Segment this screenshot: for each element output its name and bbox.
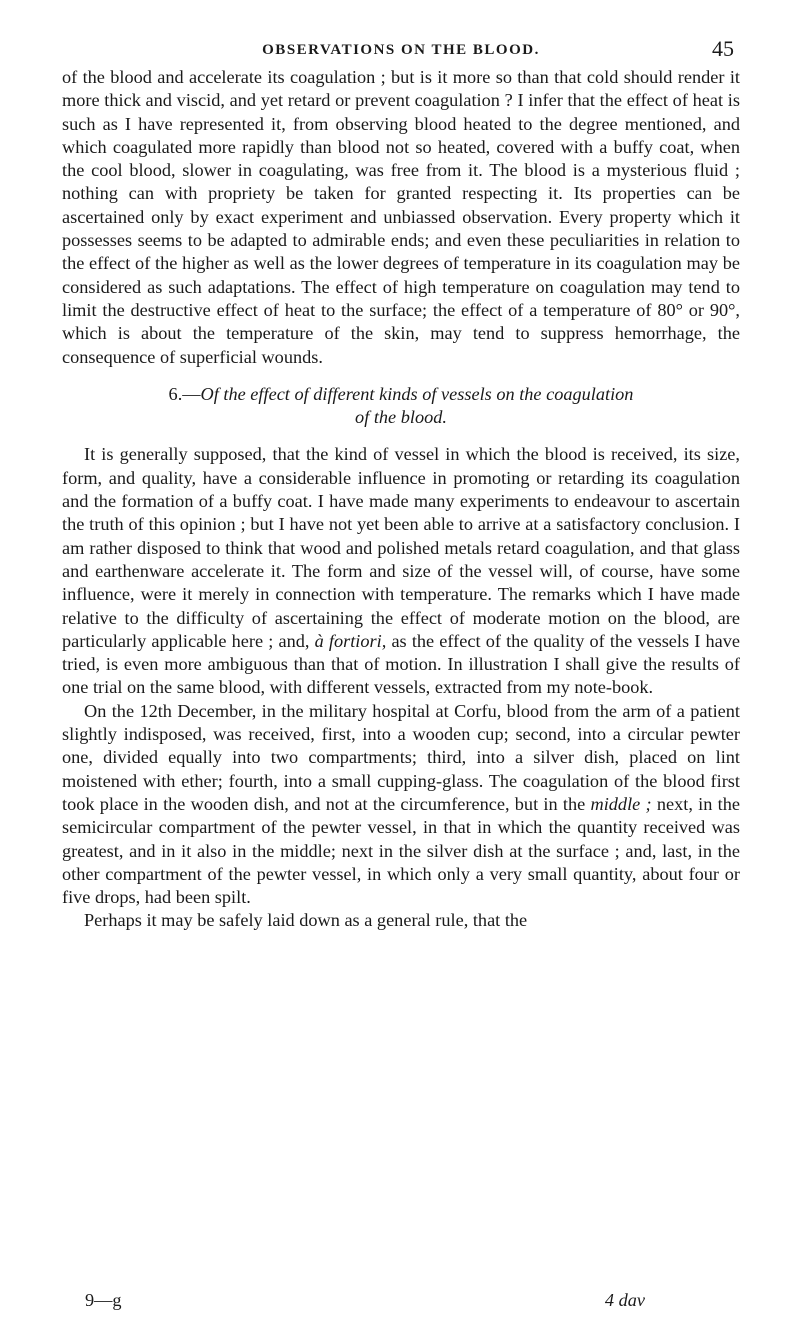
section-number: 6.— bbox=[168, 383, 201, 404]
running-title: OBSERVATIONS ON THE BLOOD. bbox=[262, 42, 540, 58]
running-head bbox=[62, 36, 740, 66]
paragraph-text: On the 12th December, in the military hospital at Corfu, blood from the arm of a patient slightly indisposed, was received, first, into a wooden cup; second, into a circular pewter one, divided equally into two compartments; third, into a silver dish, placed on lint moistened with ether; fourth, into a small cupping-glass. The coagulation of the blood first took place in the wooden dish, and not at the circumference, but in the bbox=[62, 700, 740, 814]
catchword: 4 dav bbox=[604, 1290, 645, 1310]
paragraph-continuation: of the blood and accelerate its coagulation ; but is it more so than that cold should render it more thick and viscid, and yet retard or prevent coagulation ? I infer that the effect of heat is such as I have represented it, from observing blood heated to the degree mentioned, and which coagulated more rapidly than blood not so heated, covered with a buffy coat, when the cool blood, slower in coagulating, was free from it. The blood is a mysterious fluid ; nothing can with propriety be taken for granted respecting it. Its properties can be ascertained only by exact experiment and unbiassed observation. Every property which it possesses seems to be adapted to admirable ends; and even these peculiarities in relation to the effect of the higher as well as the lower degrees of temperature in its coagulation may be considered as such adaptations. The effect of high temperature on coagulation may tend to limit the destructive effect of heat to the surface; the effect of a temperature of 80° or 90°, which is about the temperature of the skin, may tend to suppress hemorrhage, the consequence of superficial wounds. bbox=[62, 67, 740, 367]
paragraph-vessels bbox=[62, 443, 740, 699]
section-title-line1: Of the effect of different kinds of vessels on the coagulation bbox=[200, 383, 634, 404]
paragraph-italic: middle ; bbox=[590, 793, 652, 814]
paragraph-text: next, in the semicircular compartment of the pewter vessel, in that in which the quantity received was greatest, and in it also in the middle; next in the silver dish at the surface ; and, last, in the other compartment of the pewter vessel, in which only a very small quantity, about four or five drops, had been spilt. bbox=[62, 793, 740, 908]
paragraph-italic: à fortiori, bbox=[314, 630, 387, 651]
paragraph-text: It is generally supposed, that the kind of vessel in which the blood is received, its size, form, and quality, have a considerable influence in promoting or retarding its coagulation and the formation of a buffy coat. I have made many experiments to endeavour to ascertain the truth of this opinion ; but I have not yet been able to arrive at a satisfactory conclusion. I am rather disposed to think that wood and polished metals retard coagulation, and that glass and earthenware accelerate it. The form and size of the vessel will, of course, have some influence, were it merely in connection with temperature. The remarks which I have made relative to the difficulty of ascertaining the effect of moderate motion on the blood, are particularly applicable here ; and, bbox=[62, 444, 740, 651]
page-number: 45 bbox=[712, 36, 734, 61]
section-heading bbox=[62, 383, 740, 430]
paragraph-general-rule: Perhaps it may be safely laid down as a general rule, that the bbox=[84, 910, 528, 931]
section-title-line2: of the blood. bbox=[355, 407, 447, 428]
paragraph-text: as the effect of the quality of the vessels I have tried, is even more ambiguous than that of motion. In illustration I shall give the results of one trial on the same blood, with different vessels, extracted from my note-book. bbox=[62, 630, 741, 698]
signature-mark: 9—g bbox=[85, 1290, 122, 1310]
paragraph-corfu-trial bbox=[62, 700, 740, 910]
